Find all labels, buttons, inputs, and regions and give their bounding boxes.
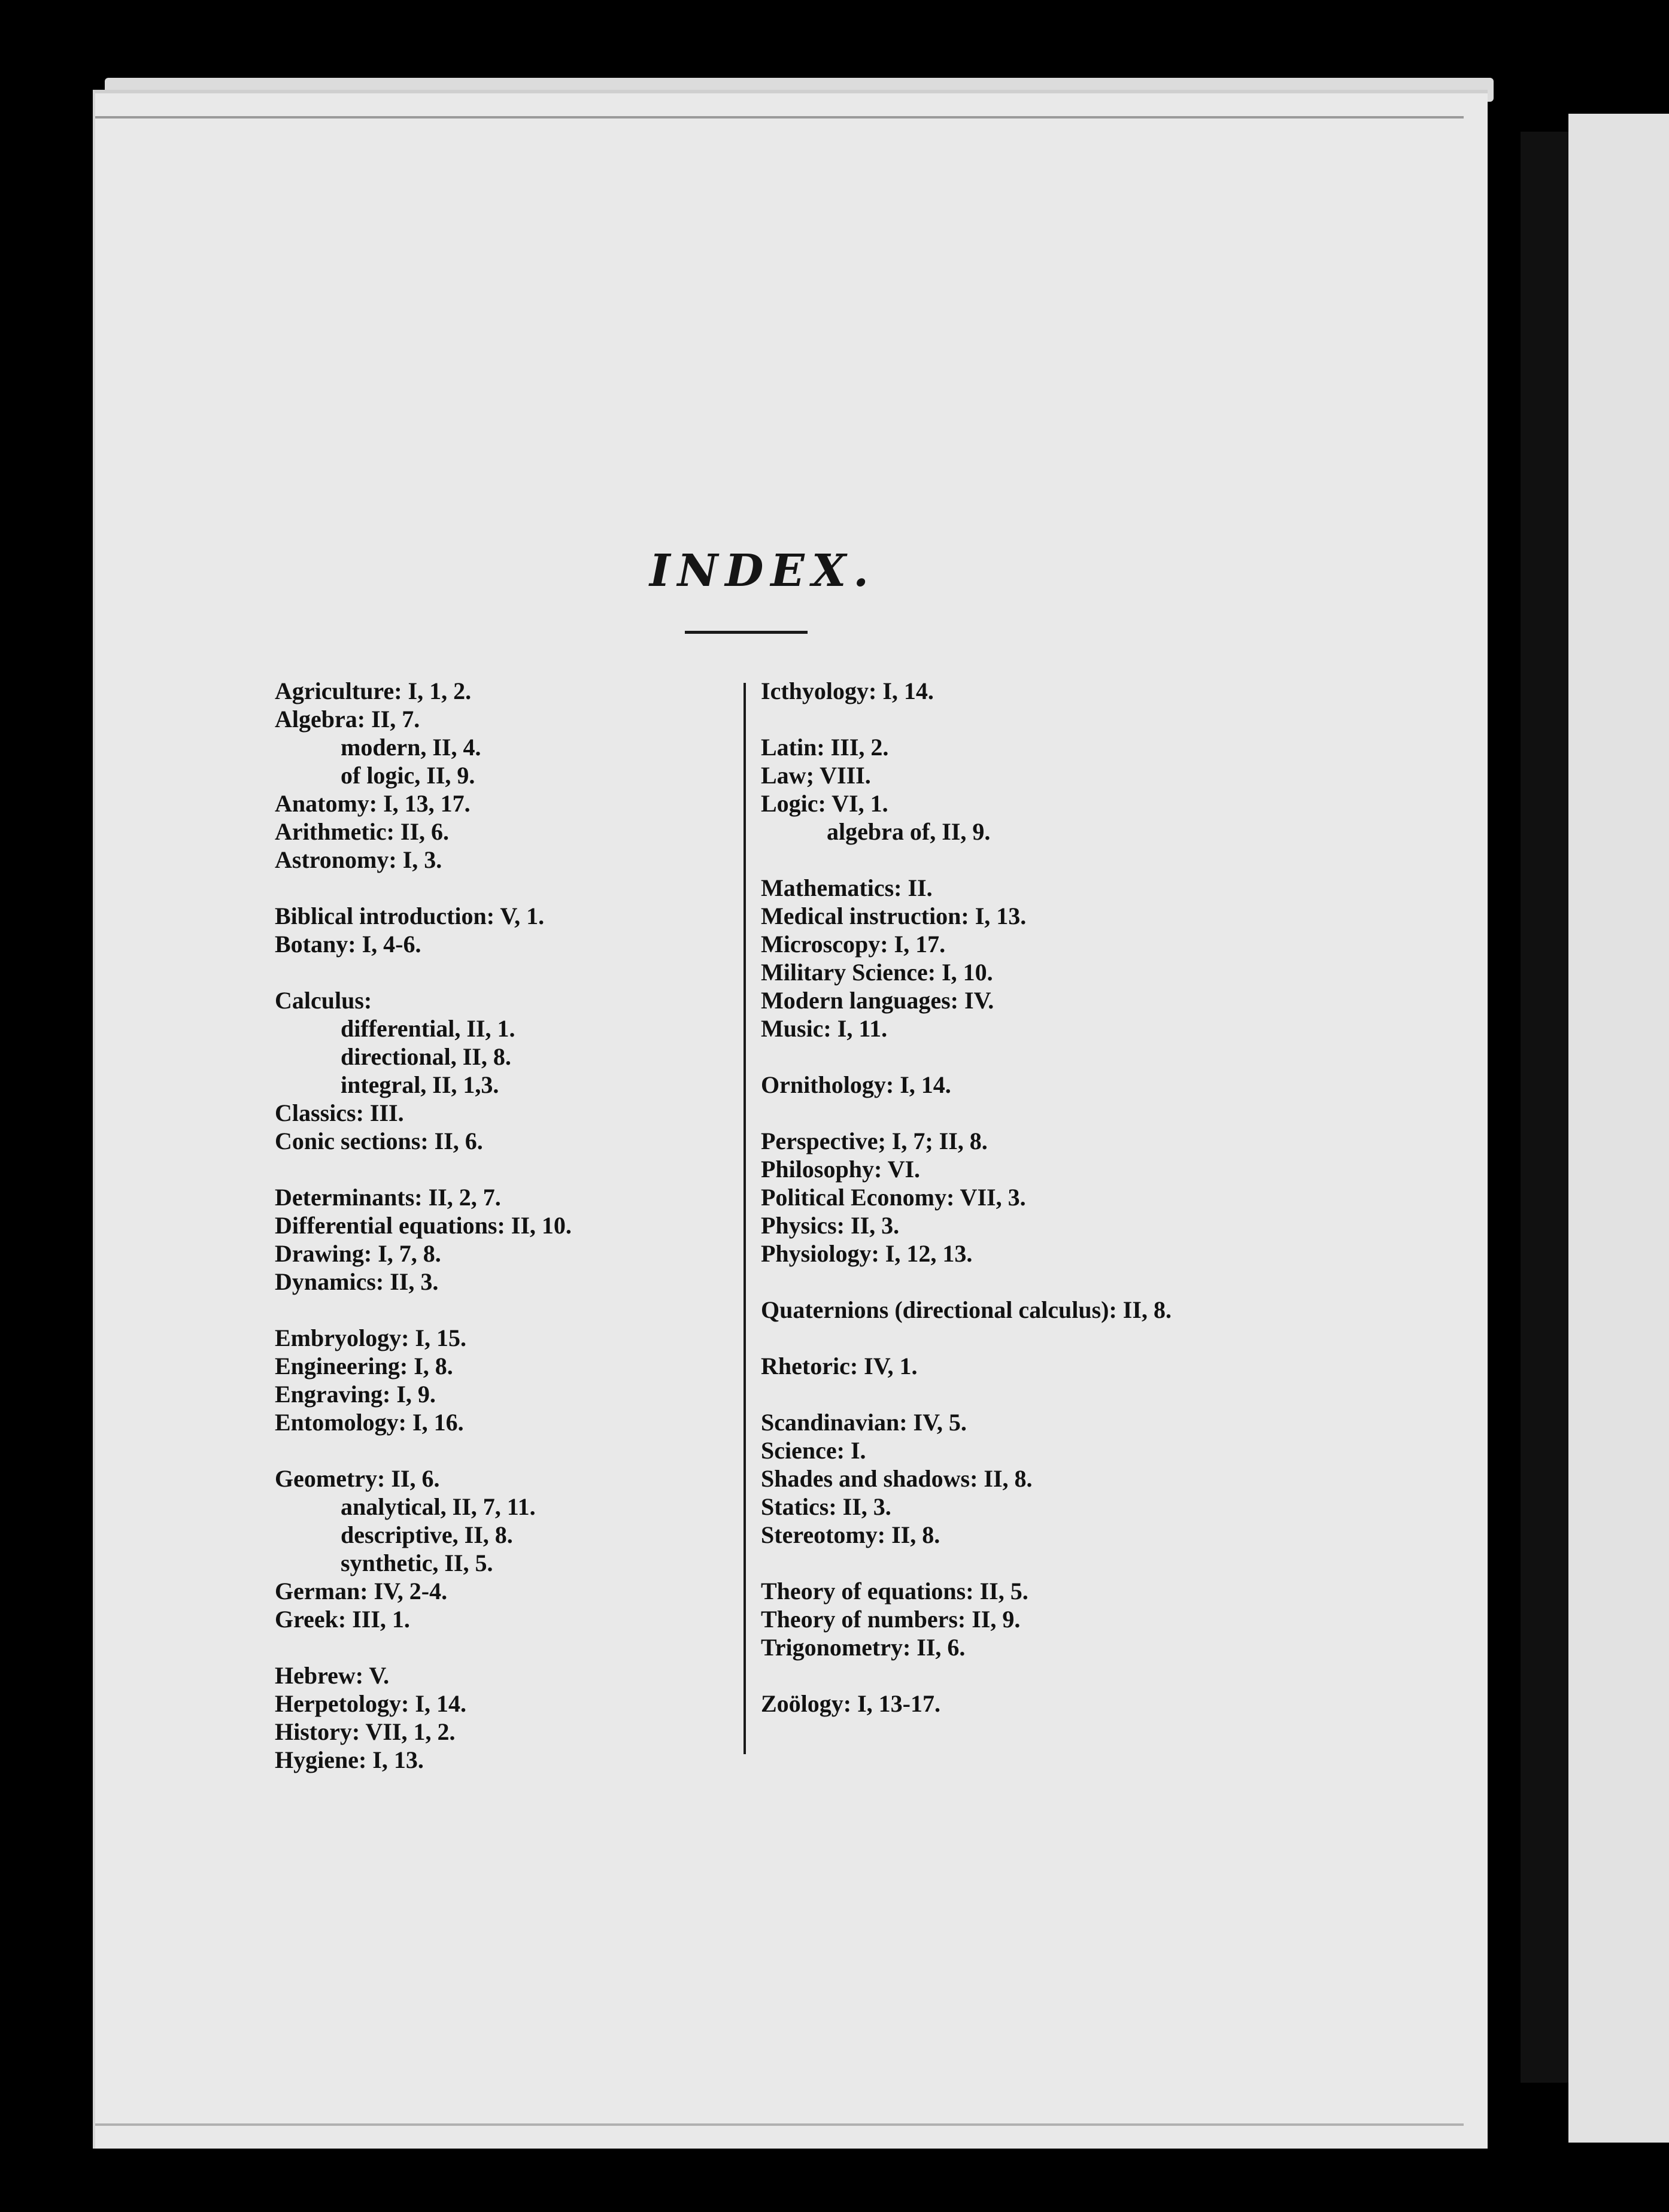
index-entry: Political Economy: VII, 3.	[761, 1184, 1026, 1211]
index-entry: Herpetology: I, 14.	[275, 1690, 466, 1717]
index-entry: Trigonometry: II, 6.	[761, 1634, 966, 1661]
entry-gap	[275, 1633, 814, 1661]
index-entry: Theory of equations: II, 5.	[761, 1578, 1028, 1605]
index-entry: Physics: II, 3.	[761, 1212, 900, 1239]
index-entry: Microscopy: I, 17.	[761, 931, 946, 958]
binding-shadow	[1521, 132, 1574, 2083]
index-entry: Rhetoric: IV, 1.	[761, 1353, 918, 1380]
index-entry: Biblical introduction: V, 1.	[275, 903, 545, 929]
index-entry: Botany: I, 4-6.	[275, 931, 421, 958]
index-entry: Military Science: I, 10.	[761, 959, 993, 986]
index-subentry: analytical, II, 7, 11.	[341, 1493, 536, 1520]
entry-gap	[275, 958, 814, 986]
index-entry: German: IV, 2-4.	[275, 1578, 448, 1605]
column-divider	[744, 683, 746, 1754]
index-subentry: of logic, II, 9.	[341, 762, 475, 789]
entry-gap	[275, 1436, 814, 1464]
index-entry: Geometry: II, 6.	[275, 1465, 440, 1492]
index-subentry: synthetic, II, 5.	[341, 1549, 493, 1576]
index-entry: Shades and shadows: II, 8.	[761, 1465, 1033, 1492]
index-entry: Differential equations: II, 10.	[275, 1212, 572, 1239]
index-entry: Astronomy: I, 3.	[275, 846, 442, 873]
index-entry: History: VII, 1, 2.	[275, 1718, 456, 1745]
index-column-right	[761, 677, 1449, 1718]
index-entry: Embryology: I, 15.	[275, 1324, 466, 1351]
entry-gap	[275, 874, 814, 902]
index-subentry: differential, II, 1.	[341, 1015, 515, 1042]
entry-gap	[761, 705, 1449, 733]
entry-gap	[275, 1155, 814, 1183]
index-entry: Calculus:	[275, 987, 372, 1014]
title-underline	[685, 631, 808, 634]
index-entry: Music: I, 11.	[761, 1015, 888, 1042]
index-entry: Modern languages: IV.	[761, 987, 994, 1014]
index-entry: Stereotomy: II, 8.	[761, 1521, 940, 1548]
index-page	[93, 90, 1488, 2149]
index-entry: Ornithology: I, 14.	[761, 1071, 951, 1098]
index-entry: Anatomy: I, 13, 17.	[275, 790, 471, 817]
entry-gap	[761, 1268, 1449, 1296]
index-entry: Hygiene: I, 13.	[275, 1746, 424, 1773]
index-entry: Scandinavian: IV, 5.	[761, 1409, 967, 1436]
index-entry: Icthyology: I, 14.	[761, 677, 934, 704]
index-entry: Hebrew: V.	[275, 1662, 390, 1689]
index-entry: Engraving: I, 9.	[275, 1381, 436, 1408]
index-column-left	[275, 677, 814, 1774]
index-entry: Agriculture: I, 1, 2.	[275, 677, 472, 704]
index-entry: Theory of numbers: II, 9.	[761, 1606, 1021, 1633]
index-entry: Quaternions (directional calculus): II, 8.	[761, 1296, 1172, 1323]
entry-gap	[761, 1661, 1449, 1690]
entry-gap	[761, 1324, 1449, 1352]
index-entry: Algebra: II, 7.	[275, 706, 420, 733]
entry-gap	[761, 1099, 1449, 1127]
index-subentry: algebra of, II, 9.	[827, 818, 991, 845]
index-entry: Classics: III.	[275, 1099, 404, 1126]
entry-gap	[275, 1296, 814, 1324]
entry-gap	[761, 1549, 1449, 1577]
index-subentry: integral, II, 1,3.	[341, 1071, 499, 1098]
index-entry: Science: I.	[761, 1437, 866, 1464]
index-entry: Drawing: I, 7, 8.	[275, 1240, 441, 1267]
index-entry: Dynamics: II, 3.	[275, 1268, 439, 1295]
index-entry: Arithmetic: II, 6.	[275, 818, 450, 845]
index-subentry: directional, II, 8.	[341, 1043, 511, 1070]
index-entry: Perspective; I, 7; II, 8.	[761, 1128, 988, 1154]
entry-gap	[761, 1043, 1449, 1071]
index-subentry: modern, II, 4.	[341, 734, 481, 761]
page-title: INDEX.	[649, 545, 876, 597]
index-entry: Latin: III, 2.	[761, 734, 889, 761]
index-entry: Logic: VI, 1.	[761, 790, 888, 817]
entry-gap	[761, 1380, 1449, 1408]
index-entry: Engineering: I, 8.	[275, 1353, 453, 1380]
index-entry: Determinants: II, 2, 7.	[275, 1184, 501, 1211]
index-entry: Conic sections: II, 6.	[275, 1128, 483, 1154]
index-entry: Greek: III, 1.	[275, 1606, 410, 1633]
index-entry: Philosophy: VI.	[761, 1156, 921, 1183]
index-subentry: descriptive, II, 8.	[341, 1521, 513, 1548]
index-entry: Statics: II, 3.	[761, 1493, 891, 1520]
facing-page-edge	[1568, 114, 1669, 2143]
index-entry: Zoölogy: I, 13-17.	[761, 1690, 940, 1717]
index-entry: Entomology: I, 16.	[275, 1409, 464, 1436]
index-entry: Mathematics: II.	[761, 874, 933, 901]
index-entry: Physiology: I, 12, 13.	[761, 1240, 973, 1267]
index-entry: Law; VIII.	[761, 762, 871, 789]
entry-gap	[761, 846, 1449, 874]
index-entry: Medical instruction: I, 13.	[761, 903, 1027, 929]
